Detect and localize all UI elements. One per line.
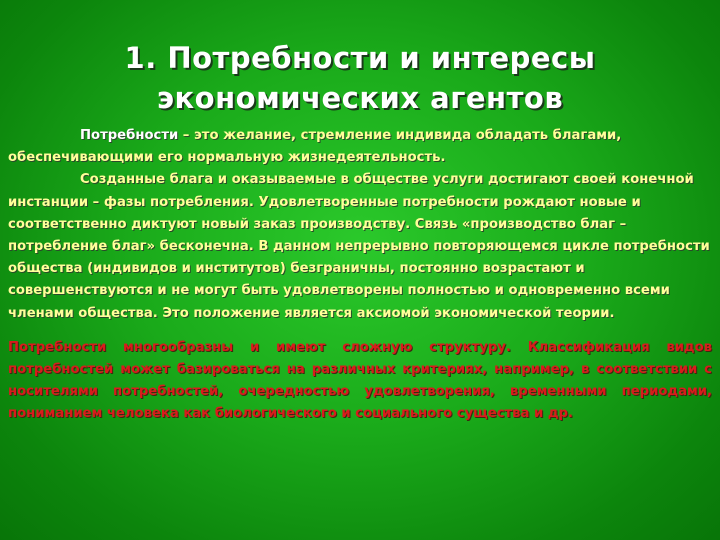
classification-paragraph: Потребности многообразны и имеют сложную структуру. Классификация видов потребностей может базироваться на различных критериях, например, в соответствии с носителями потребностей, очередностью удовлетворения, временными периодами, пониманием человека как биологического и социального существа и др. bbox=[8, 339, 712, 422]
slide-title bbox=[0, 38, 720, 118]
definition-text: – это желание, стремление индивида обладать благами, обеспечивающими его нормальную жизнедеятельность. bbox=[8, 128, 622, 166]
term-needs: Потребности bbox=[80, 128, 179, 143]
title-line-1: 1. Потребности и интересы bbox=[124, 41, 596, 75]
slide-body bbox=[8, 125, 712, 426]
title-line-2: экономических агентов bbox=[156, 81, 564, 115]
consumption-text: Созданные блага и оказываемые в обществе услуги достигают своей конечной инстанции – фазы потребления. Удовлетворенные потребности рождают новые и соответственно диктуют новый заказ производству. Связь «производство благ – потребление благ» бесконечна. В данном непрерывно повторяющемся цикле потребности общества (индивидов и институтов) безграничны, постоянно возрастают и совершенствуются и не могут быть удовлетворены полностью и одновременно всеми членами общества. Это положение является аксиомой экономической теории. bbox=[8, 172, 710, 321]
definition-paragraph bbox=[8, 125, 712, 169]
consumption-paragraph bbox=[8, 169, 712, 324]
